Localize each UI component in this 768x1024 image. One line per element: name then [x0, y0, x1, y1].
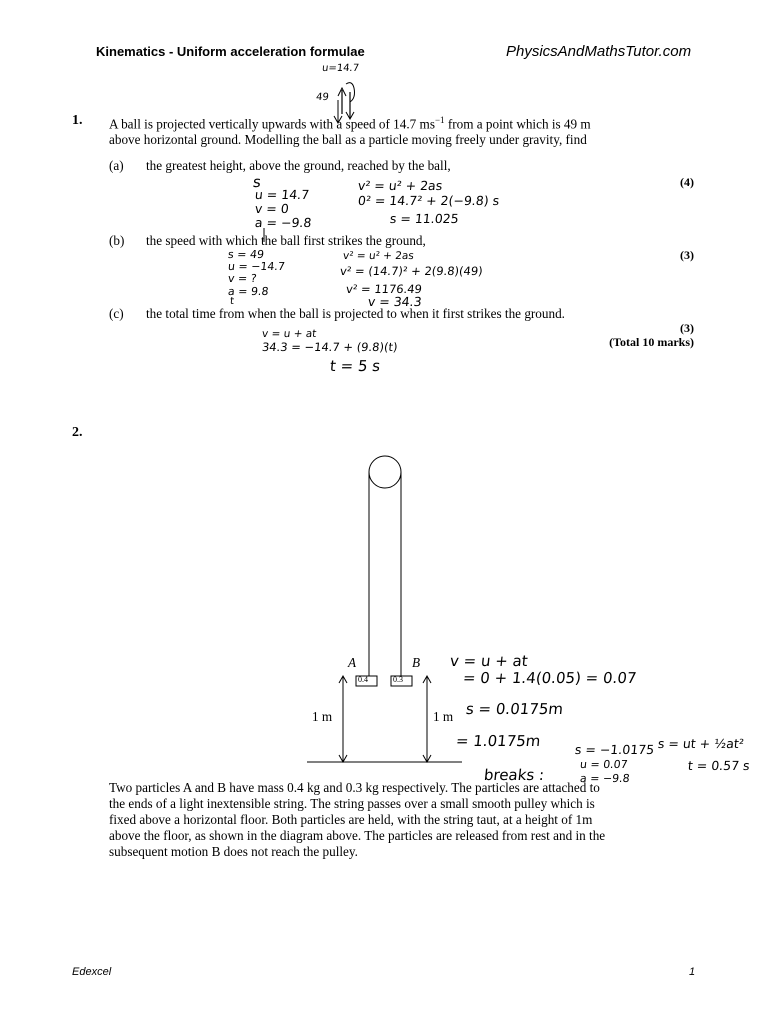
part-b-text: the speed with which the ball first strikes the ground,: [146, 233, 426, 248]
hw-c-work-2: 34.3 = −14.7 + (9.8)(t): [261, 340, 399, 354]
question-1-line1: A ball is projected vertically upwards with a speed of 14.7 ms: [109, 116, 435, 132]
question-2-line3: fixed above a horizontal floor. Both particles are held, with the string taut, at a height of 1m: [109, 812, 593, 827]
height-arrow-left: [339, 676, 347, 762]
part-c-text: the total time from when the ball is projected to when it first strikes the ground.: [146, 306, 565, 321]
hw-a-work-3: s = 11.025: [389, 211, 460, 226]
hw-b-u: u = −14.7: [227, 260, 286, 273]
hw-b-t: t: [229, 296, 235, 307]
hw-c-work-3: t = 5 s: [329, 357, 382, 375]
hw-a-work-2: 0² = 14.7² + 2(−9.8) s: [357, 193, 500, 208]
hw-a-v: v = 0: [254, 201, 290, 216]
part-c-label: (c): [109, 306, 124, 321]
hw-b-work-1: v² = u² + 2as: [342, 250, 415, 262]
height-label-right: 1 m: [433, 709, 454, 724]
hw-c-work-1: v = u + at: [261, 328, 318, 340]
question-1-number: 1.: [72, 113, 83, 128]
hw-q2-line8: t = 0.57 s: [687, 758, 751, 773]
hw-q2-line1: v = u + at: [449, 652, 529, 670]
hw-q2-line7: s = ut + ½at²: [657, 736, 745, 751]
question-1-line2: above horizontal ground. Modelling the ball as a particle moving freely under gravity, find: [109, 132, 587, 148]
question-2-line2: the ends of a light inextensible string. The string passes over a small smooth pulley which is: [109, 796, 595, 811]
hw-b-work-3: v² = 1176.49: [345, 282, 423, 296]
hw-b-v: v = ?: [227, 272, 258, 285]
hw-q2-line6c: a = −9.8: [579, 772, 631, 785]
question-1-unit-sup: −1: [434, 115, 445, 125]
question-1-line1-end: from a point which is 49 m: [444, 116, 591, 132]
question-2-number: 2.: [72, 425, 83, 440]
hw-a-work-1: v² = u² + 2as: [357, 178, 444, 193]
header-title: Kinematics - Uniform acceleration formulae: [96, 44, 365, 59]
hw-a-u: u = 14.7: [254, 187, 310, 202]
hw-a-s: s: [252, 173, 262, 191]
header-site: PhysicsAndMathsTutor.com: [506, 43, 692, 60]
part-a-text: the greatest height, above the ground, reached by the ball,: [146, 158, 451, 173]
question-2-stem: [109, 780, 605, 860]
question-2-line4: above the floor, as shown in the diagram above. The particles are released from rest and in the: [109, 828, 606, 843]
height-label-left: 1 m: [312, 709, 333, 724]
mass-a-label: 0.4: [358, 675, 368, 684]
question-2-line5: subsequent motion B does not reach the pulley.: [109, 844, 358, 859]
part-b-marks: (3): [680, 248, 694, 262]
part-a-marks: (4): [680, 175, 694, 189]
hw-b-work-4: v = 34.3: [367, 294, 423, 309]
hw-sketch-speed: u=14.7: [321, 63, 360, 74]
part-a-label: (a): [109, 158, 124, 173]
hw-b-s: s = 49: [227, 248, 265, 261]
hw-b-work-2: v² = (14.7)² + 2(9.8)(49): [339, 264, 484, 278]
part-c-marks: (3): [680, 321, 694, 335]
hw-a-a: a = −9.8: [254, 215, 313, 230]
hw-q2-line4: = 1.0175m: [455, 732, 542, 750]
hw-q2-line5: breaks :: [483, 766, 546, 784]
mass-b-label: 0.3: [393, 675, 403, 684]
question-2-line1: Two particles A and B have mass 0.4 kg and 0.3 kg respectively. The particles are attached to: [109, 780, 600, 795]
hw-b-a: a = 9.8: [227, 285, 270, 298]
height-arrow-right: [423, 676, 431, 762]
hw-q2-line6b: u = 0.07: [579, 758, 629, 771]
footer-page-number: 1: [689, 966, 696, 978]
pulley-wheel: [369, 456, 401, 488]
footer-board: Edexcel: [72, 966, 112, 978]
hw-sketch-height: 49: [315, 92, 330, 103]
part-b-label: (b): [109, 233, 125, 248]
label-b: B: [412, 655, 421, 670]
hw-q2-line3: s = 0.0175m: [465, 700, 564, 718]
hw-q2-line2: = 0 + 1.4(0.05) = 0.07: [462, 669, 638, 687]
hw-q2-line6a: s = −1.0175: [574, 742, 655, 757]
label-a: A: [348, 655, 357, 670]
total-marks: (Total 10 marks): [609, 335, 694, 349]
